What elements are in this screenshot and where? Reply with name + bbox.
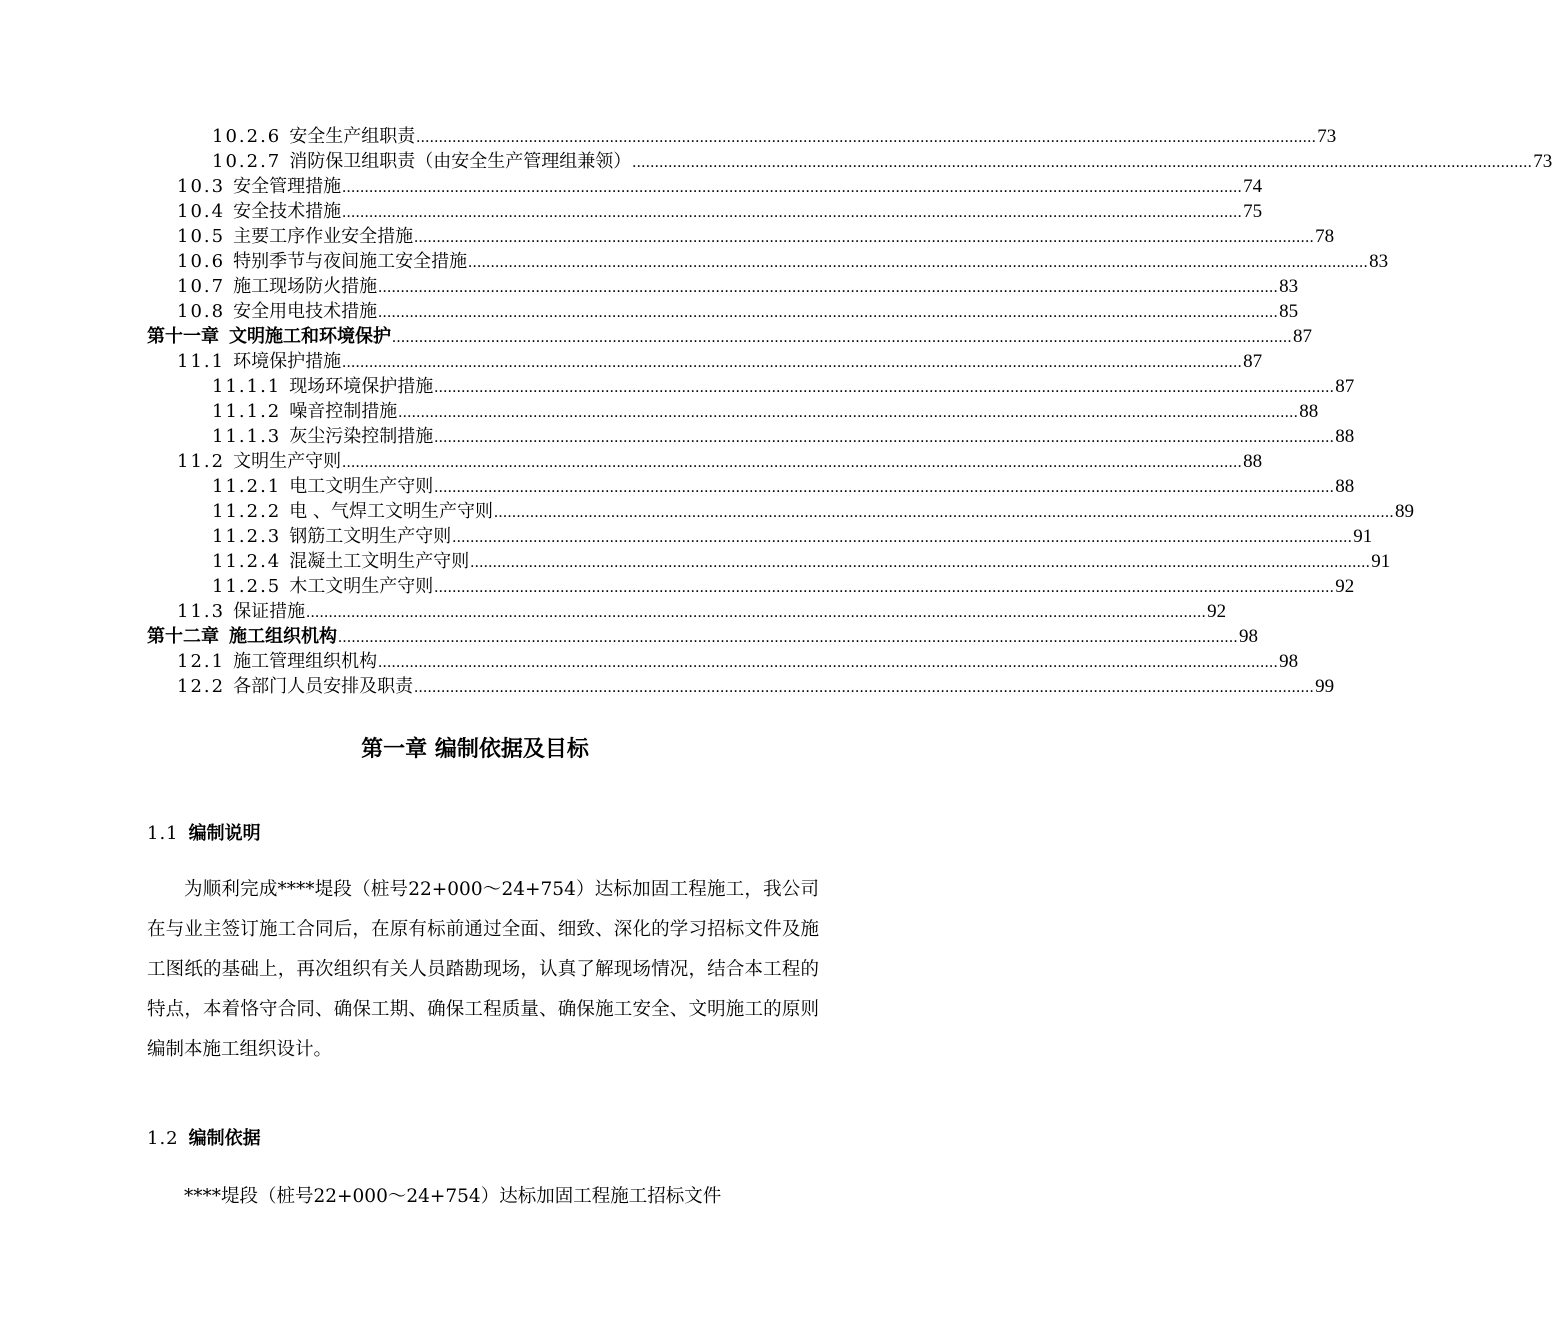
toc-entry-page: 87 <box>1243 351 1263 372</box>
toc-entry[interactable] <box>212 574 1355 599</box>
toc-entry-number: 11.2 <box>177 451 226 472</box>
toc-entry-page: 88 <box>1335 426 1355 447</box>
toc-entry-number: 11.1.2 <box>212 401 282 422</box>
toc-leader-dots: ........................................................................................................................................................................................................ <box>494 504 1394 521</box>
toc-entry[interactable] <box>177 449 1263 474</box>
toc-entry-title: 噪音控制措施 <box>289 401 398 422</box>
toc-entry-page: 89 <box>1395 501 1414 522</box>
toc-entry-number: 第十二章 <box>147 626 219 647</box>
toc-entry-number: 10.2.7 <box>212 151 282 172</box>
toc-leader-dots: ........................................................................................................................................................................................................ <box>414 229 1315 246</box>
toc-leader-dots: ........................................................................................................................................................................................................ <box>434 379 1335 396</box>
toc-leader-dots: ........................................................................................................................................................................................................ <box>392 329 1292 346</box>
toc-entry-page: 73 <box>1533 151 1552 172</box>
body-paragraph: 为顺利完成****堤段（桩号22+000～24+754）达标加固工程施工，我公司在与业主签订施工合同后，在原有标前通过全面、细致、深化的学习招标文件及施工图纸的基础上，再次组织有关人员踏勘现场，认真了解现场情况，结合本工程的特点，本着恪守合同、确保工期、确保工程质量、确保施工安全、文明施工的原则编制本施工组织设计。 <box>147 879 819 1060</box>
toc-entry[interactable] <box>177 199 1263 224</box>
toc-entry-page: 83 <box>1279 276 1299 297</box>
toc-entry[interactable] <box>177 174 1263 199</box>
toc-entry-title: 木工文明生产守则 <box>289 576 434 597</box>
toc-leader-dots: ........................................................................................................................................................................................................ <box>378 304 1279 321</box>
toc-entry-number: 11.2.1 <box>212 476 282 497</box>
toc-entry-number: 11.3 <box>177 601 226 622</box>
toc-entry-number: 11.2.2 <box>212 501 282 522</box>
toc-entry-number: 12.1 <box>177 651 226 672</box>
toc-entry-title: 电工文明生产守则 <box>289 476 434 497</box>
toc-entry-number: 10.6 <box>177 251 226 272</box>
toc-entry-number: 10.2.6 <box>212 126 282 147</box>
section-heading <box>147 1124 261 1150</box>
toc-entry-page: 98 <box>1279 651 1299 672</box>
toc-entry-title: 灰尘污染控制措施 <box>289 426 434 447</box>
toc-entry-title: 安全管理措施 <box>233 176 342 197</box>
toc-entry[interactable] <box>212 474 1355 499</box>
toc-entry-number: 12.2 <box>177 676 226 697</box>
toc-leader-dots: ........................................................................................................................................................................................................ <box>434 479 1335 496</box>
toc-entry-number: 11.2.4 <box>212 551 282 572</box>
toc-entry-page: 88 <box>1243 451 1263 472</box>
toc-entry[interactable] <box>212 399 1319 424</box>
toc-entry-number: 10.7 <box>177 276 226 297</box>
toc-entry-number: 10.5 <box>177 226 226 247</box>
toc-leader-dots: ........................................................................................................................................................................................................ <box>452 529 1353 546</box>
toc-entry[interactable] <box>212 499 1414 524</box>
toc-entry-number: 10.4 <box>177 201 226 222</box>
toc-entry-page: 87 <box>1335 376 1355 397</box>
toc-leader-dots: ........................................................................................................................................................................................................ <box>416 129 1317 146</box>
toc-leader-dots: ........................................................................................................................................................................................................ <box>468 254 1369 271</box>
toc-entry-number: 11.1.1 <box>212 376 282 397</box>
toc-leader-dots: ........................................................................................................................................................................................................ <box>342 354 1243 371</box>
section-title: 编制说明 <box>188 823 261 844</box>
toc-entry-title: 施工现场防火措施 <box>233 276 378 297</box>
section-number: 1.2 <box>147 1128 179 1149</box>
toc-entry-number: 第十一章 <box>147 326 219 347</box>
chapter-heading: 第一章 编制依据及目标 <box>361 737 589 762</box>
toc-leader-dots: ........................................................................................................................................................................................................ <box>470 554 1371 571</box>
toc-leader-dots: ........................................................................................................................................................................................................ <box>414 679 1315 696</box>
toc-entry-title: 文明生产守则 <box>233 451 342 472</box>
toc-leader-dots: ........................................................................................................................................................................................................ <box>378 279 1279 296</box>
toc-entry-number: 11.1 <box>177 351 226 372</box>
toc-entry-page: 88 <box>1299 401 1319 422</box>
section-title: 编制依据 <box>188 1128 261 1149</box>
toc-entry-title: 主要工序作业安全措施 <box>233 226 414 247</box>
toc-entry[interactable] <box>212 524 1373 549</box>
toc-entry-title: 混凝土工文明生产守则 <box>289 551 470 572</box>
toc-entry-number: 11.2.5 <box>212 576 282 597</box>
toc-entry-page: 92 <box>1335 576 1355 597</box>
toc-entry[interactable] <box>177 599 1227 624</box>
toc-entry[interactable] <box>212 549 1391 574</box>
toc-entry-number: 10.8 <box>177 301 226 322</box>
section-number: 1.1 <box>147 823 179 844</box>
toc-leader-dots: ........................................................................................................................................................................................................ <box>378 654 1279 671</box>
toc-entry-page: 88 <box>1335 476 1355 497</box>
toc-entry-number: 10.3 <box>177 176 226 197</box>
toc-leader-dots: ........................................................................................................................................................................................................ <box>342 179 1243 196</box>
toc-entry-page: 83 <box>1369 251 1389 272</box>
section-heading <box>147 819 261 845</box>
toc-leader-dots: ........................................................................................................................................................................................................ <box>338 629 1238 646</box>
toc-entry-number: 11.2.3 <box>212 526 282 547</box>
toc-entry-page: 73 <box>1317 126 1337 147</box>
toc-entry-title: 安全技术措施 <box>233 201 342 222</box>
toc-leader-dots: ........................................................................................................................................................................................................ <box>342 454 1243 471</box>
toc-entry-title: 安全生产组职责 <box>289 126 416 147</box>
toc-entry-title: 文明施工和环境保护 <box>229 326 391 347</box>
body-paragraph: ****堤段（桩号22+000～24+754）达标加固工程施工招标文件 <box>184 1186 722 1207</box>
toc-entry-title: 现场环境保护措施 <box>289 376 434 397</box>
toc-entry[interactable] <box>147 324 1312 349</box>
toc-entry[interactable] <box>177 299 1299 324</box>
toc-entry-page: 99 <box>1315 676 1335 697</box>
toc-entry[interactable] <box>177 274 1299 299</box>
toc-entry-page: 92 <box>1207 601 1227 622</box>
toc-entry-title: 电 、气焊工文明生产守则 <box>289 501 493 522</box>
toc-entry[interactable] <box>177 249 1389 274</box>
toc-leader-dots: ........................................................................................................................................................................................................ <box>434 579 1335 596</box>
toc-entry[interactable] <box>177 349 1263 374</box>
toc-entry[interactable] <box>147 624 1258 649</box>
toc-entry-title: 特别季节与夜间施工安全措施 <box>233 251 468 272</box>
toc-entry-title: 施工组织机构 <box>229 626 337 647</box>
toc-entry-page: 91 <box>1353 526 1373 547</box>
toc-entry[interactable] <box>177 649 1299 674</box>
toc-entry-title: 各部门人员安排及职责 <box>233 676 414 697</box>
toc-entry[interactable] <box>212 124 1337 149</box>
toc-entry-title: 保证措施 <box>233 601 306 622</box>
toc-entry[interactable] <box>212 374 1355 399</box>
toc-entry-number: 11.1.3 <box>212 426 282 447</box>
toc-leader-dots: ........................................................................................................................................................................................................ <box>434 429 1335 446</box>
toc-entry[interactable] <box>212 149 1552 174</box>
toc-leader-dots: ........................................................................................................................................................................................................ <box>398 404 1299 421</box>
toc-entry-title: 施工管理组织机构 <box>233 651 378 672</box>
toc-entry-page: 75 <box>1243 201 1263 222</box>
toc-entry-page: 91 <box>1371 551 1391 572</box>
toc-entry-title: 安全用电技术措施 <box>233 301 378 322</box>
toc-entry-title: 环境保护措施 <box>233 351 342 372</box>
toc-entry[interactable] <box>177 224 1335 249</box>
toc-leader-dots: ........................................................................................................................................................................................................ <box>342 204 1243 221</box>
toc-entry-page: 78 <box>1315 226 1335 247</box>
toc-entry-page: 85 <box>1279 301 1299 322</box>
toc-entry-page: 98 <box>1239 626 1258 647</box>
toc-entry-page: 87 <box>1293 326 1312 347</box>
toc-leader-dots: ........................................................................................................................................................................................................ <box>306 604 1207 621</box>
toc-entry-page: 74 <box>1243 176 1263 197</box>
toc-entry[interactable] <box>177 674 1335 699</box>
toc-entry-title: 消防保卫组职责（由安全生产管理组兼领） <box>289 151 632 172</box>
toc-entry[interactable] <box>212 424 1355 449</box>
toc-entry-title: 钢筋工文明生产守则 <box>289 526 452 547</box>
toc-leader-dots: ........................................................................................................................................................................................................ <box>632 154 1533 171</box>
